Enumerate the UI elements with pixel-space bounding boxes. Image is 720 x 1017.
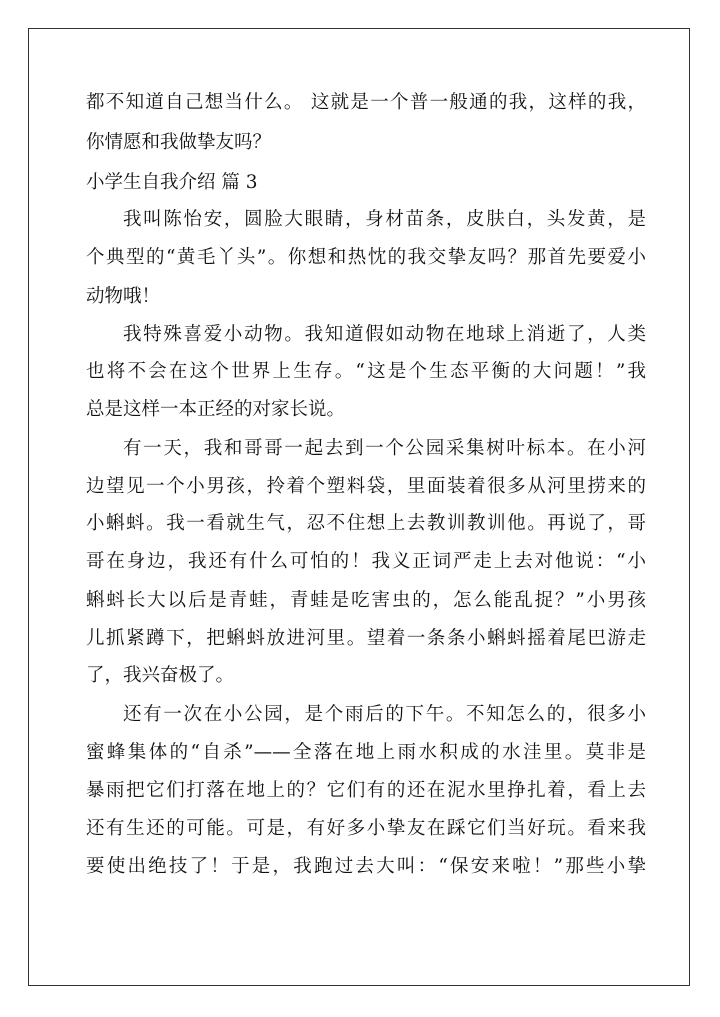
paragraph-start: 我叫陈怡安，圆脸大眼睛，身材苗条，皮肤白，头发黄，是 [123,209,646,230]
text-line: 要使出绝技了！于是，我跑过去大叫：“保安来啦！”那些小挚 [86,856,646,877]
text-line: 儿抓紧蹲下，把蝌蚪放进河里。望着一条条小蝌蚪摇着尾巴游走 [86,628,646,649]
text-line: 也将不会在这个世界上生存。“这是个生态平衡的大问题！”我 [86,361,646,382]
text-line: 哥在身边，我还有什么可怕的！我义正词严走上去对他说：“小 [86,551,646,572]
paragraph-start: 我特殊喜爱小动物。我知道假如动物在地球上消逝了，人类 [123,324,646,345]
text-line: 边望见一个小男孩，拎着个塑料袋，里面装着很多从河里捞来的 [86,476,646,497]
text-line: 暴雨把它们打落在地上的？它们有的还在泥水里挣扎着，看上去 [86,780,646,801]
section-heading: 小学生自我介绍 篇 3 [86,172,258,193]
text-line: 动物哦！ [86,286,161,307]
text-line: 了，我兴奋极了。 [86,665,235,686]
text-line: 蜜蜂集体的“自杀”——全落在地上雨水积成的水洼里。莫非是 [86,742,646,763]
text-line: 个典型的“黄毛丫头”。你想和热忱的我交挚友吗？那首先要爱小 [86,247,646,268]
paragraph-start: 有一天，我和哥哥一起去到一个公园采集树叶标本。在小河 [123,438,646,459]
text-line: 蝌蚪长大以后是青蛙，青蛙是吃害虫的，怎么能乱捉？”小男孩 [86,590,646,611]
paragraph-start: 还有一次在小公园，是个雨后的下午。不知怎么的，很多小 [123,704,646,725]
text-line: 小蝌蚪。我一看就生气，忍不住想上去教训教训他。再说了，哥 [86,513,646,534]
text-line: 总是这样一本正经的对家长说。 [86,399,346,420]
text-line: 你情愿和我做挚友吗？ [86,132,272,153]
text-line: 还有生还的可能。可是，有好多小挚友在踩它们当好玩。看来我 [86,818,646,839]
text-line: 都不知道自己想当什么。 这就是一个普一般通的我，这样的我， [86,92,646,113]
